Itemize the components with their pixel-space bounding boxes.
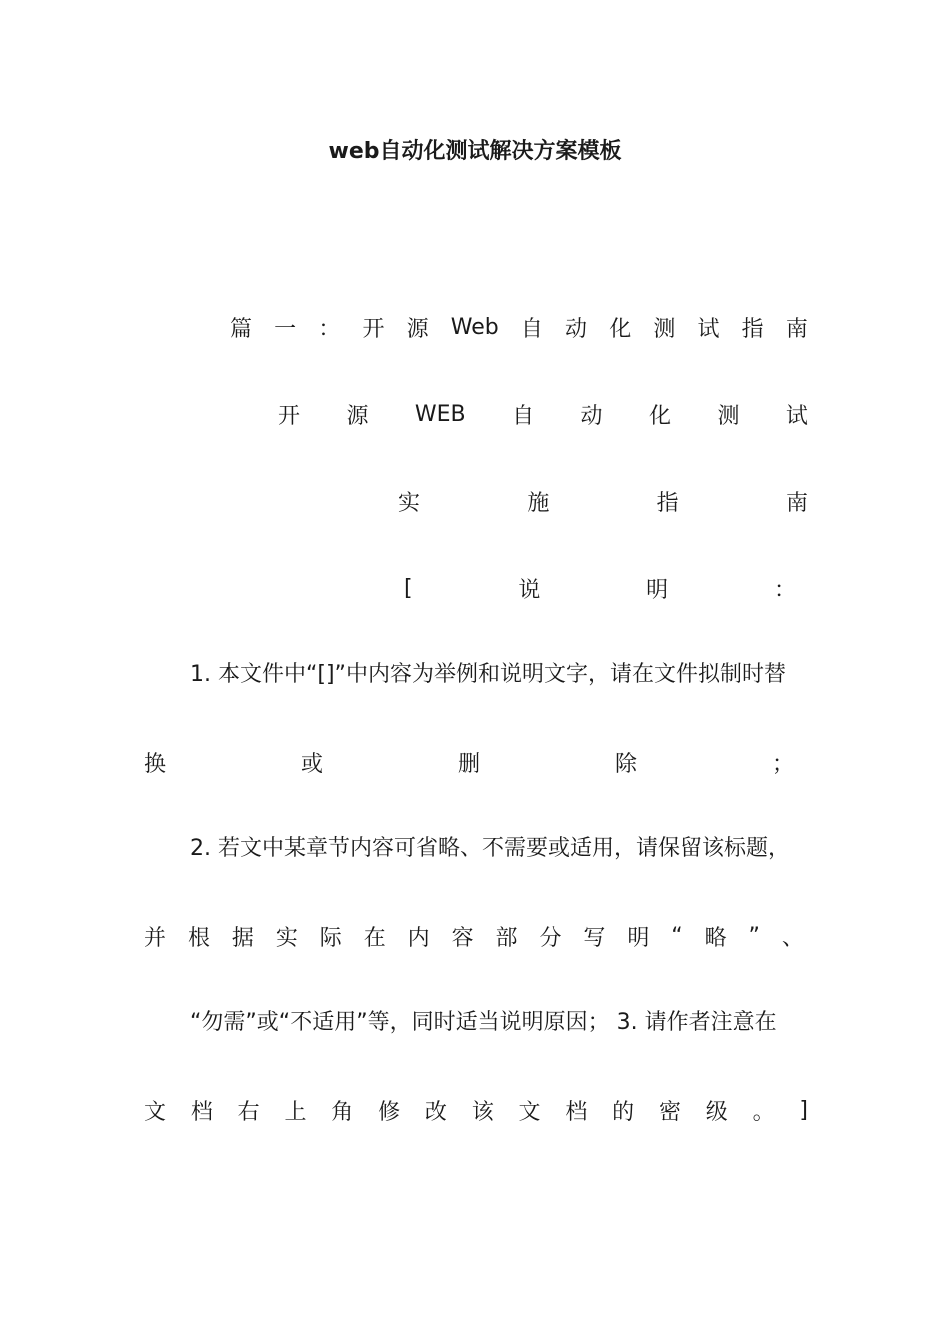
text-token: 除 [614,751,637,777]
text-token: ： [773,577,796,603]
text-token: 内 [407,925,430,951]
text-token: 篇 [230,316,253,342]
text-token: 写 [583,925,606,951]
text-token: 化 [609,316,632,342]
note-paragraph-3: “勿需”或“不适用”等，同时适当说明原因； 3. 请作者注意在 [190,1010,777,1035]
text-token: 文 [518,1099,541,1125]
note-paragraph-2-continued [144,921,804,951]
text-token: Web [450,314,499,340]
text-token: 测 [653,316,676,342]
text-token: 指 [741,316,764,342]
text-token: 部 [495,925,518,951]
text-token: 右 [237,1099,260,1125]
text-token: ] [799,1097,808,1123]
text-token: WEB [414,401,466,427]
text-token: 施 [527,490,550,516]
text-token: 动 [565,316,588,342]
text-token: 明 [646,577,669,603]
chapter-heading-line [230,312,808,342]
text-token: 根 [187,925,210,951]
text-token: 南 [785,316,808,342]
document-title: web自动化测试解决方案模板 [328,139,622,164]
text-token: 一 [274,316,297,342]
subtitle-line-2 [398,486,808,516]
text-token: 的 [612,1099,635,1125]
text-token: 自 [512,403,535,429]
text-token: 改 [424,1099,447,1125]
text-token: 或 [300,751,323,777]
text-token: 自 [520,316,543,342]
text-token: 级 [705,1099,728,1125]
text-token: 试 [697,316,720,342]
note-paragraph-1: 1. 本文件中“[]”中内容为举例和说明文字，请在文件拟制时替 [190,662,786,687]
text-token: 档 [190,1099,213,1125]
subtitle-line-1 [278,399,808,429]
text-token: ； [771,751,794,777]
text-token: 化 [649,403,672,429]
text-token: 南 [785,490,808,516]
text-token: 略 [704,925,727,951]
note-paragraph-1-continued [144,747,794,777]
text-token: 际 [319,925,342,951]
text-token: 实 [398,490,421,516]
text-token: 据 [231,925,254,951]
text-token: 分 [539,925,562,951]
text-token: 动 [580,403,603,429]
text-token: 源 [346,403,369,429]
text-token: ” [748,923,760,949]
text-token: 容 [451,925,474,951]
text-token: 开 [278,403,301,429]
text-token: 明 [627,925,650,951]
text-token: “ [671,923,683,949]
text-token: 换 [144,751,167,777]
text-token: 删 [457,751,480,777]
text-token: 档 [565,1099,588,1125]
text-token: 上 [284,1099,307,1125]
text-token: 并 [144,925,167,951]
text-token: 开 [362,316,385,342]
text-token: 、 [781,925,804,951]
text-token: ： [318,316,341,342]
text-token: 。 [752,1099,775,1125]
text-token: 指 [656,490,679,516]
text-token: 修 [378,1099,401,1125]
text-token: 源 [406,316,429,342]
text-token: [ [404,575,413,601]
text-token: 实 [275,925,298,951]
text-token: 测 [717,403,740,429]
text-token: 密 [658,1099,681,1125]
text-token: 文 [144,1099,167,1125]
note-paragraph-3-continued [144,1095,808,1125]
text-token: 角 [331,1099,354,1125]
text-token: 说 [518,577,541,603]
text-token: 试 [785,403,808,429]
text-token: 该 [471,1099,494,1125]
note-heading-line [404,573,796,603]
text-token: 在 [363,925,386,951]
note-paragraph-2: 2. 若文中某章节内容可省略、不需要或适用，请保留该标题， [190,836,790,861]
